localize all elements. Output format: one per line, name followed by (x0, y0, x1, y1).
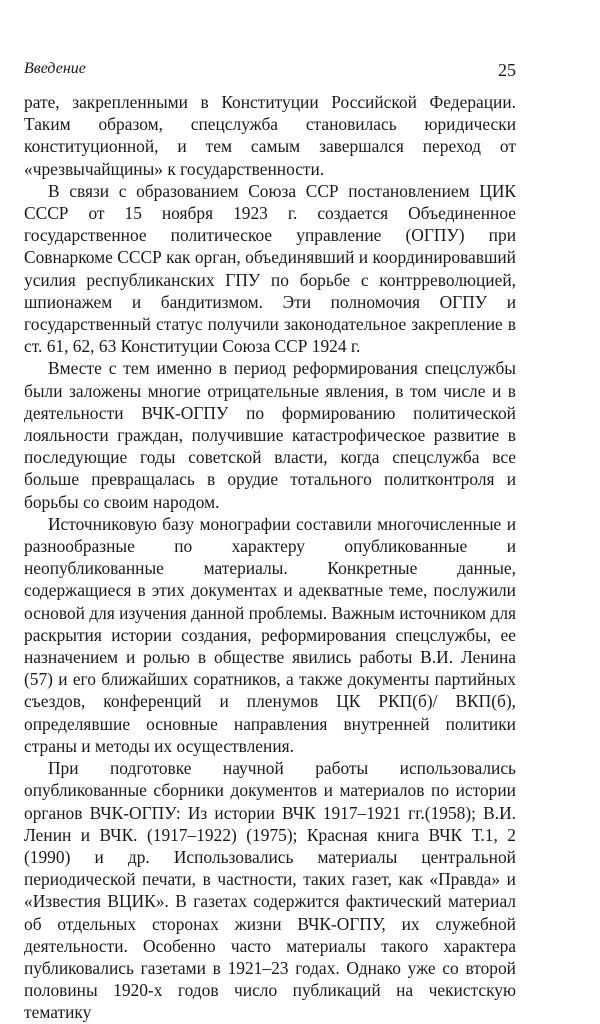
paragraph-2: В связи с образованием Союза ССР постановлением ЦИК СССР от 15 ноября 1923 г. создается Объединенное государственное политическое управление (ОГПУ) при Совнаркоме СССР как орган, объединявший и координировавший усилия республиканских ГПУ по борьбе с контрреволюцией, шпионажем и бандитизмом. Эти полномочия ОГПУ и государственный статус получили законодательное закрепление в ст. 61, 62, 63 Конституции Союза ССР 1924 г. (24, 180, 516, 357)
paragraph-1: рате, закрепленными в Конституции Российской Федерации. Таким образом, спецслужба становилась юридически конституционной, и тем самым завершался переход от «чрезвычайщины» к государственности. (24, 92, 516, 179)
running-title: Введение (24, 60, 86, 77)
paragraph-3: Вместе с тем именно в период реформирования спецслужбы были заложены многие отрицательные явления, в том числе и в деятельности ВЧК-ОГПУ по формированию политической лояльности граждан, получившие катастрофическое развитие в последующие годы советской власти, когда спецслужба все больше превращалась в орудие тотального политконтроля и борьбы со своим народом. (24, 358, 516, 512)
page-number: 25 (498, 60, 516, 80)
body-text (24, 91, 516, 1024)
paragraph-5: При подготовке научной работы использовались опубликованные сборники документов и материалов по истории органов ВЧК-ОГПУ: Из истории ВЧК 1917–1921 гг.(1958); В.И. Ленин и ВЧК. (1917–1922) (1975); Красная книга ВЧК Т.1, 2 (1990) и др. Использовались материалы центральной периодической печати, в частности, таких газет, как «Правда» и «Известия ВЦИК». В газетах содержится фактический материал об отдельных сторонах жизни ВЧК-ОГПУ, их служебной деятельности. Особенно часто материалы такого характера публиковались газетами в 1921–23 годах. Однако уже со второй половины 1920-х годов число публикаций на чекистскую тематику (24, 758, 516, 1023)
paragraph-4: Источниковую базу монографии составили многочисленные и разнообразные по характеру опубликованные и неопубликованные материалы. Конкретные данные, содержащиеся в этих документах и адекватные теме, послужили основой для изучения данной проблемы. Важным источником для раскрытия истории создания, реформирования спецслужбы, ее назначением и ролью в обществе явились работы В.И. Ленина (57) и его ближайших соратников, а также документы партийных съездов, конференций и пленумов ЦК РКП(б)/ ВКП(б), определявшие основные направления внутренней политики страны и методы их осуществления. (24, 513, 517, 756)
page-header (24, 60, 516, 84)
